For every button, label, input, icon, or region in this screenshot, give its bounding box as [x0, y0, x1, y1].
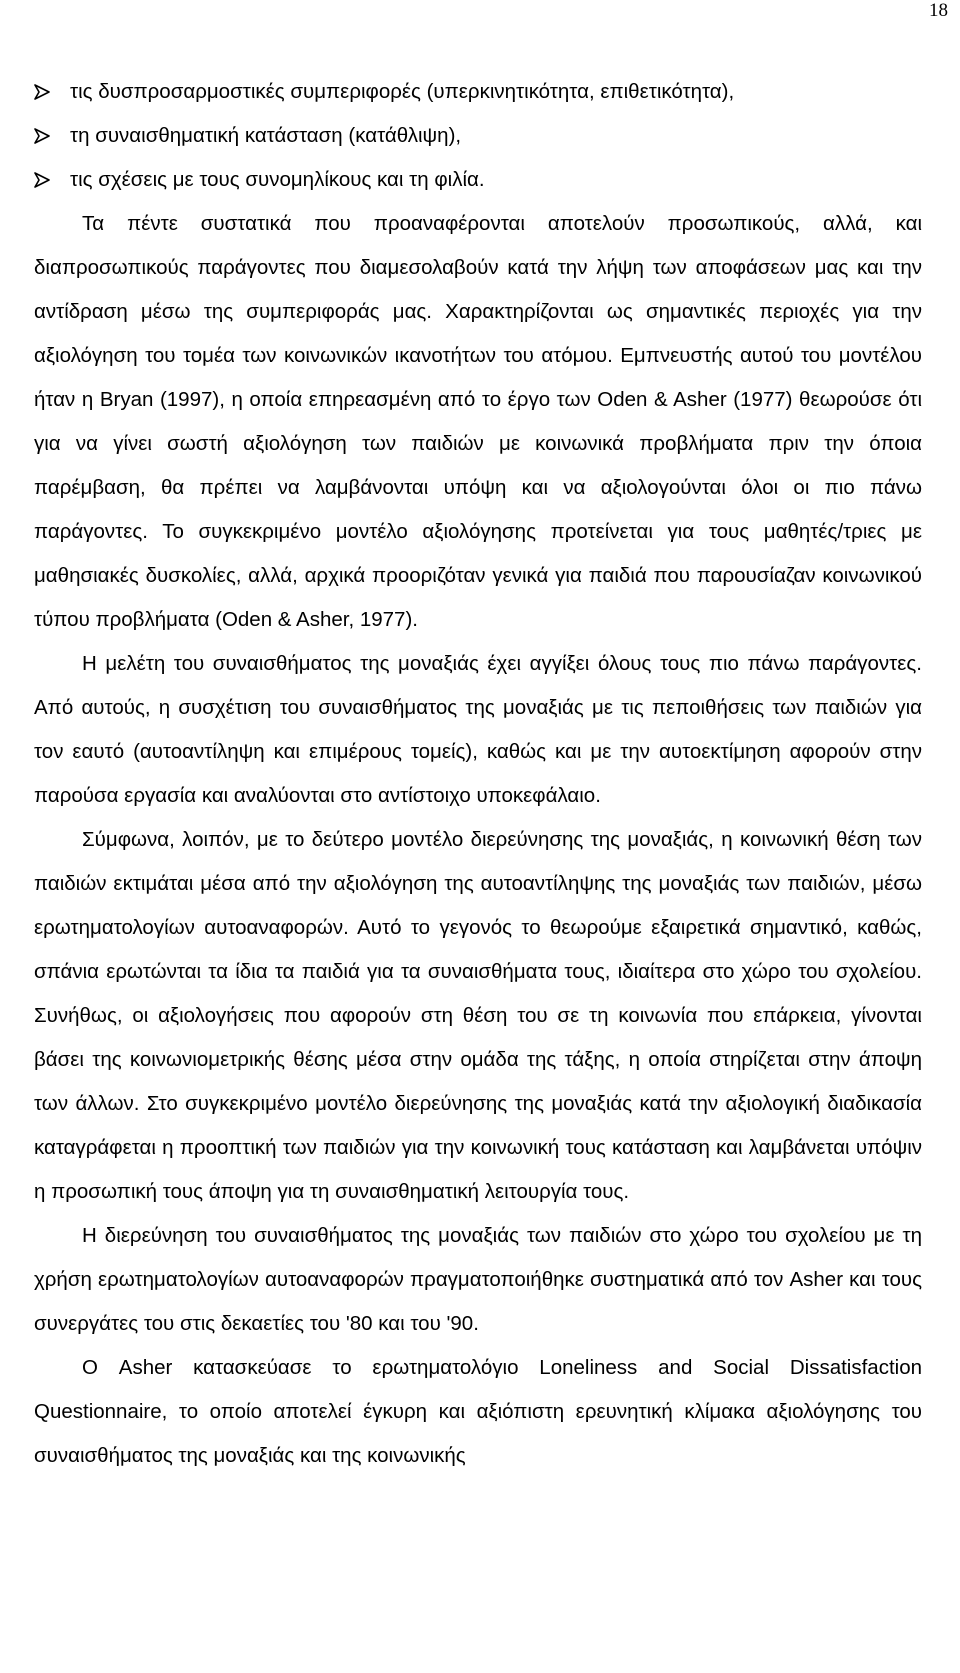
arrowhead-bullet-icon — [34, 158, 70, 202]
list-item — [34, 114, 922, 158]
list-item — [34, 158, 922, 202]
paragraph: Σύμφωνα, λοιπόν, με το δεύτερο μοντέλο διερεύνησης της μοναξιάς, η κοινωνική θέση των παιδιών εκτιμάται μέσα από την αξιολόγηση της αυτοαντίληψης της μοναξιάς των παιδιών, μέσω ερωτηματολογίων αυτοαναφορών. Αυτό το γεγονός το θεωρούμε εξαιρετικά σημαντικό, καθώς, σπάνια ερωτώνται τα ίδια τα παιδιά για τα συναισθήματα τους, ιδιαίτερα στο χώρο του σχολείου. Συνήθως, οι αξιολογήσεις που αφορούν στη θέση του σε τη κοινωνία που επάρκεια, γίνονται βάσει της κοινωνιομετρικής θέσης μέσα στην ομάδα της τάξης, η οποία στηρίζεται στην άποψη των άλλων. Στο συγκεκριμένο μοντέλο διερεύνησης της μοναξιάς κατά την αξιολογική διαδικασία καταγράφεται η προοπτική των παιδιών για την κοινωνική τους κατάσταση και λαμβάνεται υπόψιν η προσωπική τους άποψη για τη συναισθηματική λειτουργία τους. — [34, 828, 922, 1203]
paragraph: Ο Asher κατασκεύασε το ερωτηματολόγιο Loneliness and Social Dissatisfaction Questionnaire, το οποίο αποτελεί έγκυρη και αξιόπιστη ερευνητική κλίμακα αξιολόγησης του συναισθήματος της μοναξιάς και της κοινωνικής — [34, 1356, 922, 1467]
list-item — [34, 70, 922, 114]
paragraph: Η μελέτη του συναισθήματος της μοναξιάς έχει αγγίξει όλους τους πιο πάνω παράγοντες. Από αυτούς, η συσχέτιση του συναισθήματος της μοναξιάς με τις πεποιθήσεις των παιδιών για τον εαυτό (αυτοαντίληψη και επιμέρους τομείς), καθώς και με την αυτοεκτίμηση αφορούν στην παρούσα εργασία και αναλύονται στο αντίστοιχο υποκεφάλαιο. — [34, 652, 922, 807]
bullet-text: τις σχέσεις με τους συνομηλίκους και τη φιλία. — [70, 168, 485, 191]
bullet-text: τις δυσπροσαρμοστικές συμπεριφορές (υπερκινητικότητα, επιθετικότητα), — [70, 80, 735, 103]
page-number: 18 — [929, 0, 948, 21]
arrowhead-bullet-icon — [34, 114, 70, 158]
bullet-list — [34, 70, 922, 202]
paragraph: Η διερεύνηση του συναισθήματος της μοναξιάς των παιδιών στο χώρο του σχολείου με τη χρήση ερωτηματολογίων αυτοαναφορών πραγματοποιήθηκε συστηματικά από τον Asher και τους συνεργάτες του στις δεκαετίες του '80 και του '90. — [34, 1224, 922, 1335]
paragraph: Τα πέντε συστατικά που προαναφέρονται αποτελούν προσωπικούς, αλλά, και διαπροσωπικούς παράγοντες που διαμεσολαβούν κατά την λήψη των αποφάσεων μας και την αντίδραση μέσω της συμπεριφοράς μας. Χαρακτηρίζονται ως σημαντικές περιοχές για την αξιολόγηση του τομέα των κοινωνικών ικανοτήτων του ατόμου. Εμπνευστής αυτού του μοντέλου ήταν η Bryan (1997), η οποία επηρεασμένη από το έργο των Oden & Asher (1977) θεωρούσε ότι για να γίνει σωστή αξιολόγηση των παιδιών με κοινωνικά προβλήματα πριν την όποια παρέμβαση, θα πρέπει να λαμβάνονται υπόψη και να αξιολογούνται όλοι οι πιο πάνω παράγοντες. Το συγκεκριμένο μοντέλο αξιολόγησης προτείνεται για τους μαθητές/τριες με μαθησιακές δυσκολίες, αλλά, αρχικά προοριζόταν γενικά για παιδιά που παρουσίαζαν κοινωνικού τύπου προβλήματα (Oden & Asher, 1977). — [34, 212, 922, 631]
document-body — [34, 70, 922, 1478]
arrowhead-bullet-icon — [34, 70, 70, 114]
bullet-text: τη συναισθηματική κατάσταση (κατάθλιψη), — [70, 124, 462, 147]
